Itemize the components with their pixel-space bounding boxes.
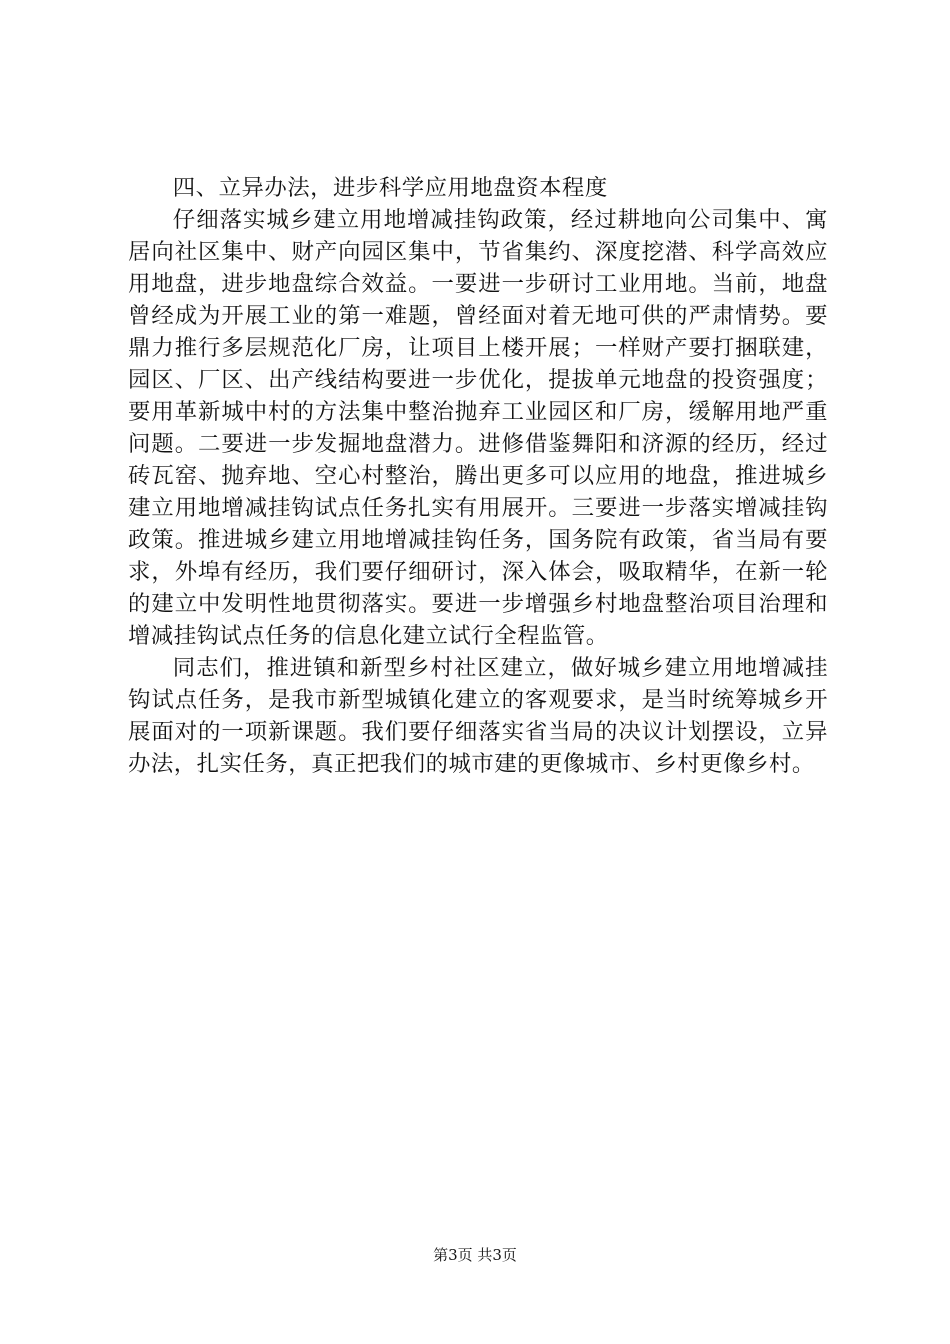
body-paragraph-2: 同志们，推进镇和新型乡村社区建立，做好城乡建立用地增减挂钩试点任务，是我市新型城镇化建立的客观要求，是当时统筹城乡开展面对的一项新课题。我们要仔细落实省当局的决议计划摆设，立异办法，扎实任务，真正把我们的城市建的更像城市、乡村更像乡村。: [128, 655, 828, 777]
section-heading: 四、立异办法，进步科学应用地盘资本程度: [172, 175, 608, 201]
body-paragraph-1: 仔细落实城乡建立用地增减挂钩政策，经过耕地向公司集中、寓居向社区集中、财产向园区集中，节省集约、深度挖潜、科学高效应用地盘，进步地盘综合效益。一要进一步研讨工业用地。当前，地盘曾经成为开展工业的第一难题，曾经面对着无地可供的严肃情势。要鼎力推行多层规范化厂房，让项目上楼开展；一样财产要打捆联建，园区、厂区、出产线结构要进一步优化，提拔单元地盘的投资强度；要用革新城中村的方法集中整治抛弃工业园区和厂房，缓解用地严重问题。二要进一步发掘地盘潜力。进修借鉴舞阳和济源的经历，经过砖瓦窑、抛弃地、空心村整治，腾出更多可以应用的地盘，推进城乡建立用地增减挂钩试点任务扎实有用展开。三要进一步落实增减挂钩政策。推进城乡建立用地增减挂钩任务，国务院有政策，省当局有要求，外埠有经历，我们要仔细研讨，深入体会，吸取精华，在新一轮的建立中发明性地贯彻落实。要进一步增强乡村地盘整治项目治理和增减挂钩试点任务的信息化建立试行全程监管。: [128, 207, 828, 649]
page-footer: 第3页 共3页: [433, 1246, 517, 1264]
document-body: [128, 172, 828, 780]
